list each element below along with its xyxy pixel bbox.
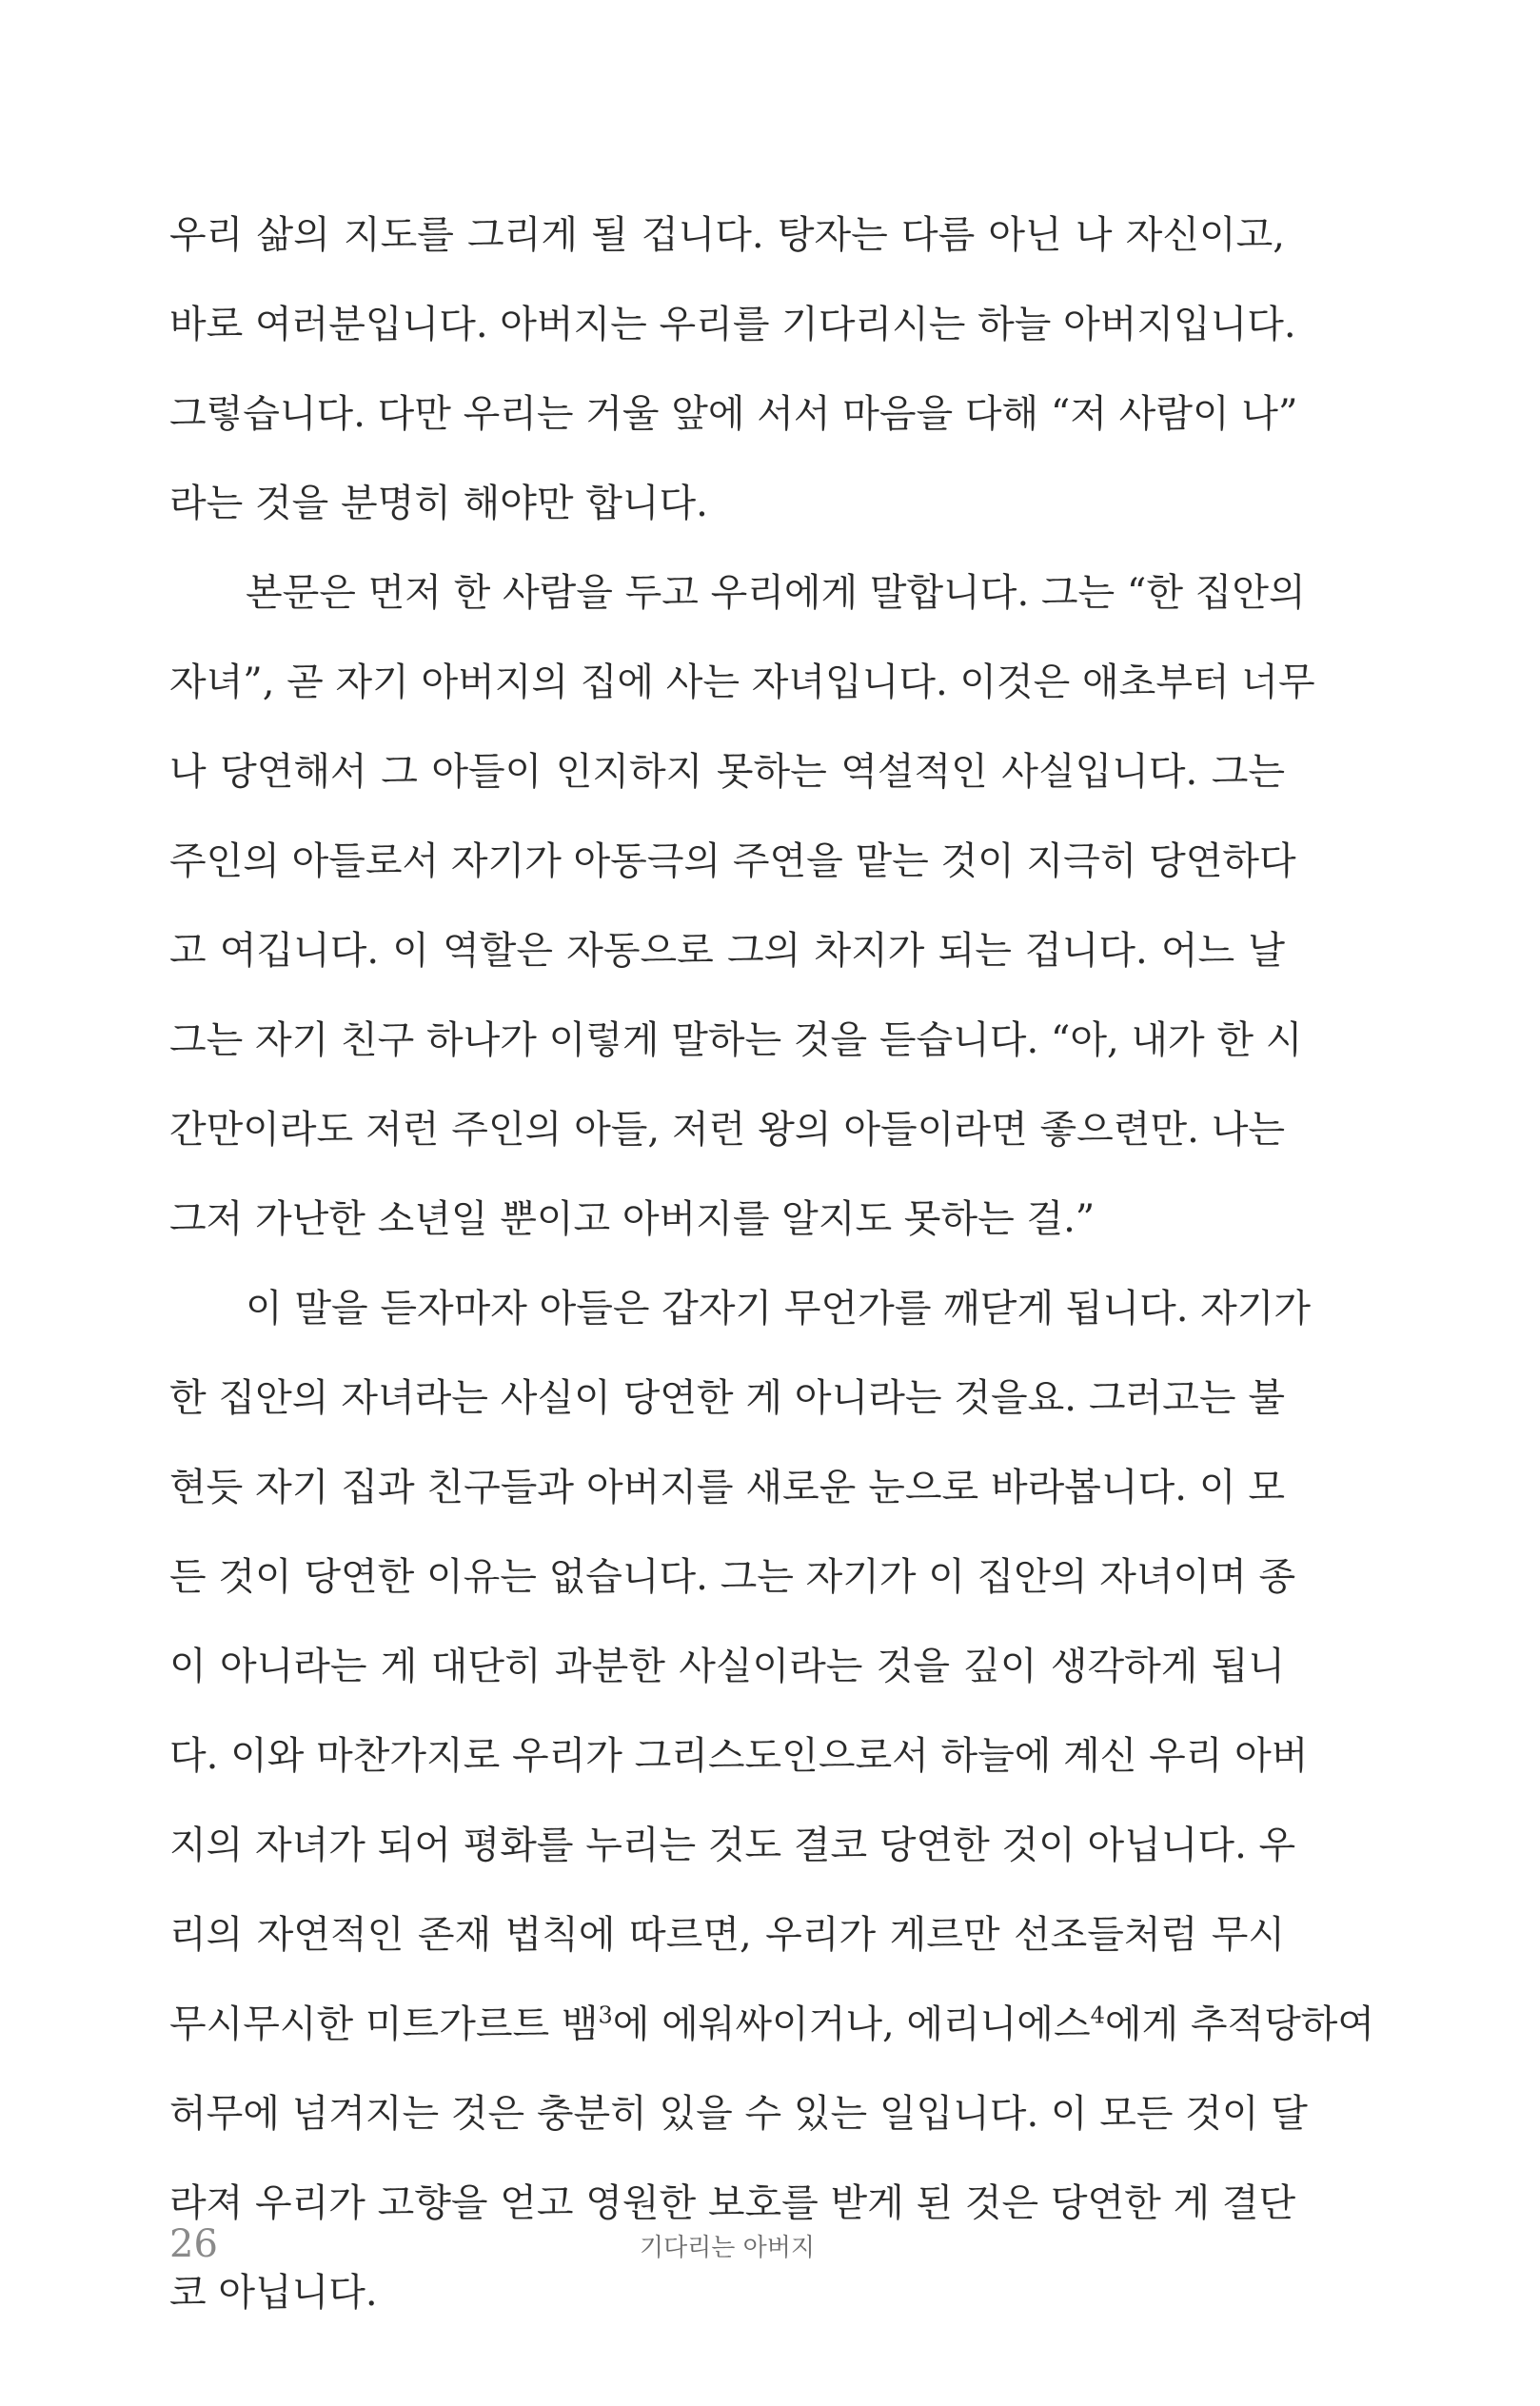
text-line: 든 것이 당연한 이유는 없습니다. 그는 자기가 이 집안의 자녀이며 종 bbox=[169, 1555, 1296, 1599]
text-line: 본문은 먼저 한 사람을 두고 우리에게 말합니다. 그는 “한 집안의 bbox=[246, 571, 1306, 615]
text-line: 이 말을 듣자마자 아들은 갑자기 무언가를 깨닫게 됩니다. 자기가 bbox=[246, 1287, 1312, 1331]
paragraph-1 bbox=[169, 190, 1298, 548]
footnote-marker[interactable]: 4 bbox=[1090, 2002, 1105, 2029]
text-line: 나 당연해서 그 아들이 인지하지 못하는 역설적인 사실입니다. 그는 bbox=[169, 750, 1285, 794]
text-line: 그는 자기 친구 하나가 이렇게 말하는 것을 듣습니다. “아, 내가 한 시 bbox=[169, 1018, 1303, 1062]
text-line: 주인의 아들로서 자기가 아동극의 주연을 맡는 것이 지극히 당연하다 bbox=[169, 839, 1296, 883]
text-line: 허무에 넘겨지는 것은 충분히 있을 수 있는 일입니다. 이 모든 것이 달 bbox=[169, 2092, 1308, 2136]
running-title: 기다리는 아버지 bbox=[639, 2234, 816, 2262]
text-line: 지의 자녀가 되어 평화를 누리는 것도 결코 당연한 것이 아닙니다. 우 bbox=[169, 1824, 1296, 1867]
text-line: 간만이라도 저런 주인의 아들, 저런 왕의 아들이라면 좋으련만. 나는 bbox=[169, 1108, 1285, 1152]
text-line: 라는 것을 분명히 해야만 합니다. bbox=[169, 482, 708, 525]
text-line: 바로 여러분입니다. 아버지는 우리를 기다리시는 하늘 아버지입니다. bbox=[169, 303, 1296, 346]
text-line: 리의 자연적인 존재 법칙에 따르면, 우리가 게르만 선조들처럼 무시 bbox=[169, 1913, 1285, 1957]
text-line: 코 아닙니다. bbox=[169, 2271, 378, 2315]
text-fragment: 에 에워싸이거나, 에리니에스 bbox=[612, 2002, 1091, 2046]
text-line: 우리 삶의 지도를 그리게 될 겁니다. 탕자는 다름 아닌 나 자신이고, bbox=[169, 213, 1285, 257]
text-line: 그렇습니다. 다만 우리는 거울 앞에 서서 마음을 다해 “저 사람이 나” bbox=[169, 392, 1298, 436]
page-number: 26 bbox=[169, 2222, 218, 2266]
text-fragment: 무시무시한 미트가르트 뱀 bbox=[169, 2002, 599, 2046]
text-line: 라져 우리가 고향을 얻고 영원한 보호를 받게 된 것은 당연한 게 결단 bbox=[169, 2181, 1296, 2225]
text-line: 다. 이와 마찬가지로 우리가 그리스도인으로서 하늘에 계신 우리 아버 bbox=[169, 1734, 1309, 1778]
text-line: 고 여깁니다. 이 역할은 자동으로 그의 차지가 되는 겁니다. 어느 날 bbox=[169, 929, 1285, 973]
text-line: 그저 가난한 소년일 뿐이고 아버지를 알지도 못하는 걸.” bbox=[169, 1197, 1096, 1241]
footnote-text-line bbox=[169, 1980, 1375, 2069]
page-footer bbox=[169, 2222, 1285, 2279]
text-line: 자녀”, 곧 자기 아버지의 집에 사는 자녀입니다. 이것은 애초부터 너무 bbox=[169, 661, 1315, 704]
text-fragment: 에게 추적당하여 bbox=[1104, 2002, 1375, 2046]
paragraph-3 bbox=[169, 1264, 1375, 2337]
text-line: 한 집안의 자녀라는 사실이 당연한 게 아니라는 것을요. 그러고는 불 bbox=[169, 1376, 1285, 1420]
body-text bbox=[169, 190, 1375, 2337]
footnote-marker[interactable]: 3 bbox=[598, 2002, 613, 2029]
text-line: 현듯 자기 집과 친구들과 아버지를 새로운 눈으로 바라봅니다. 이 모 bbox=[169, 1466, 1285, 1509]
text-line: 이 아니라는 게 대단히 과분한 사실이라는 것을 깊이 생각하게 됩니 bbox=[169, 1645, 1285, 1688]
paragraph-2 bbox=[169, 548, 1315, 1264]
